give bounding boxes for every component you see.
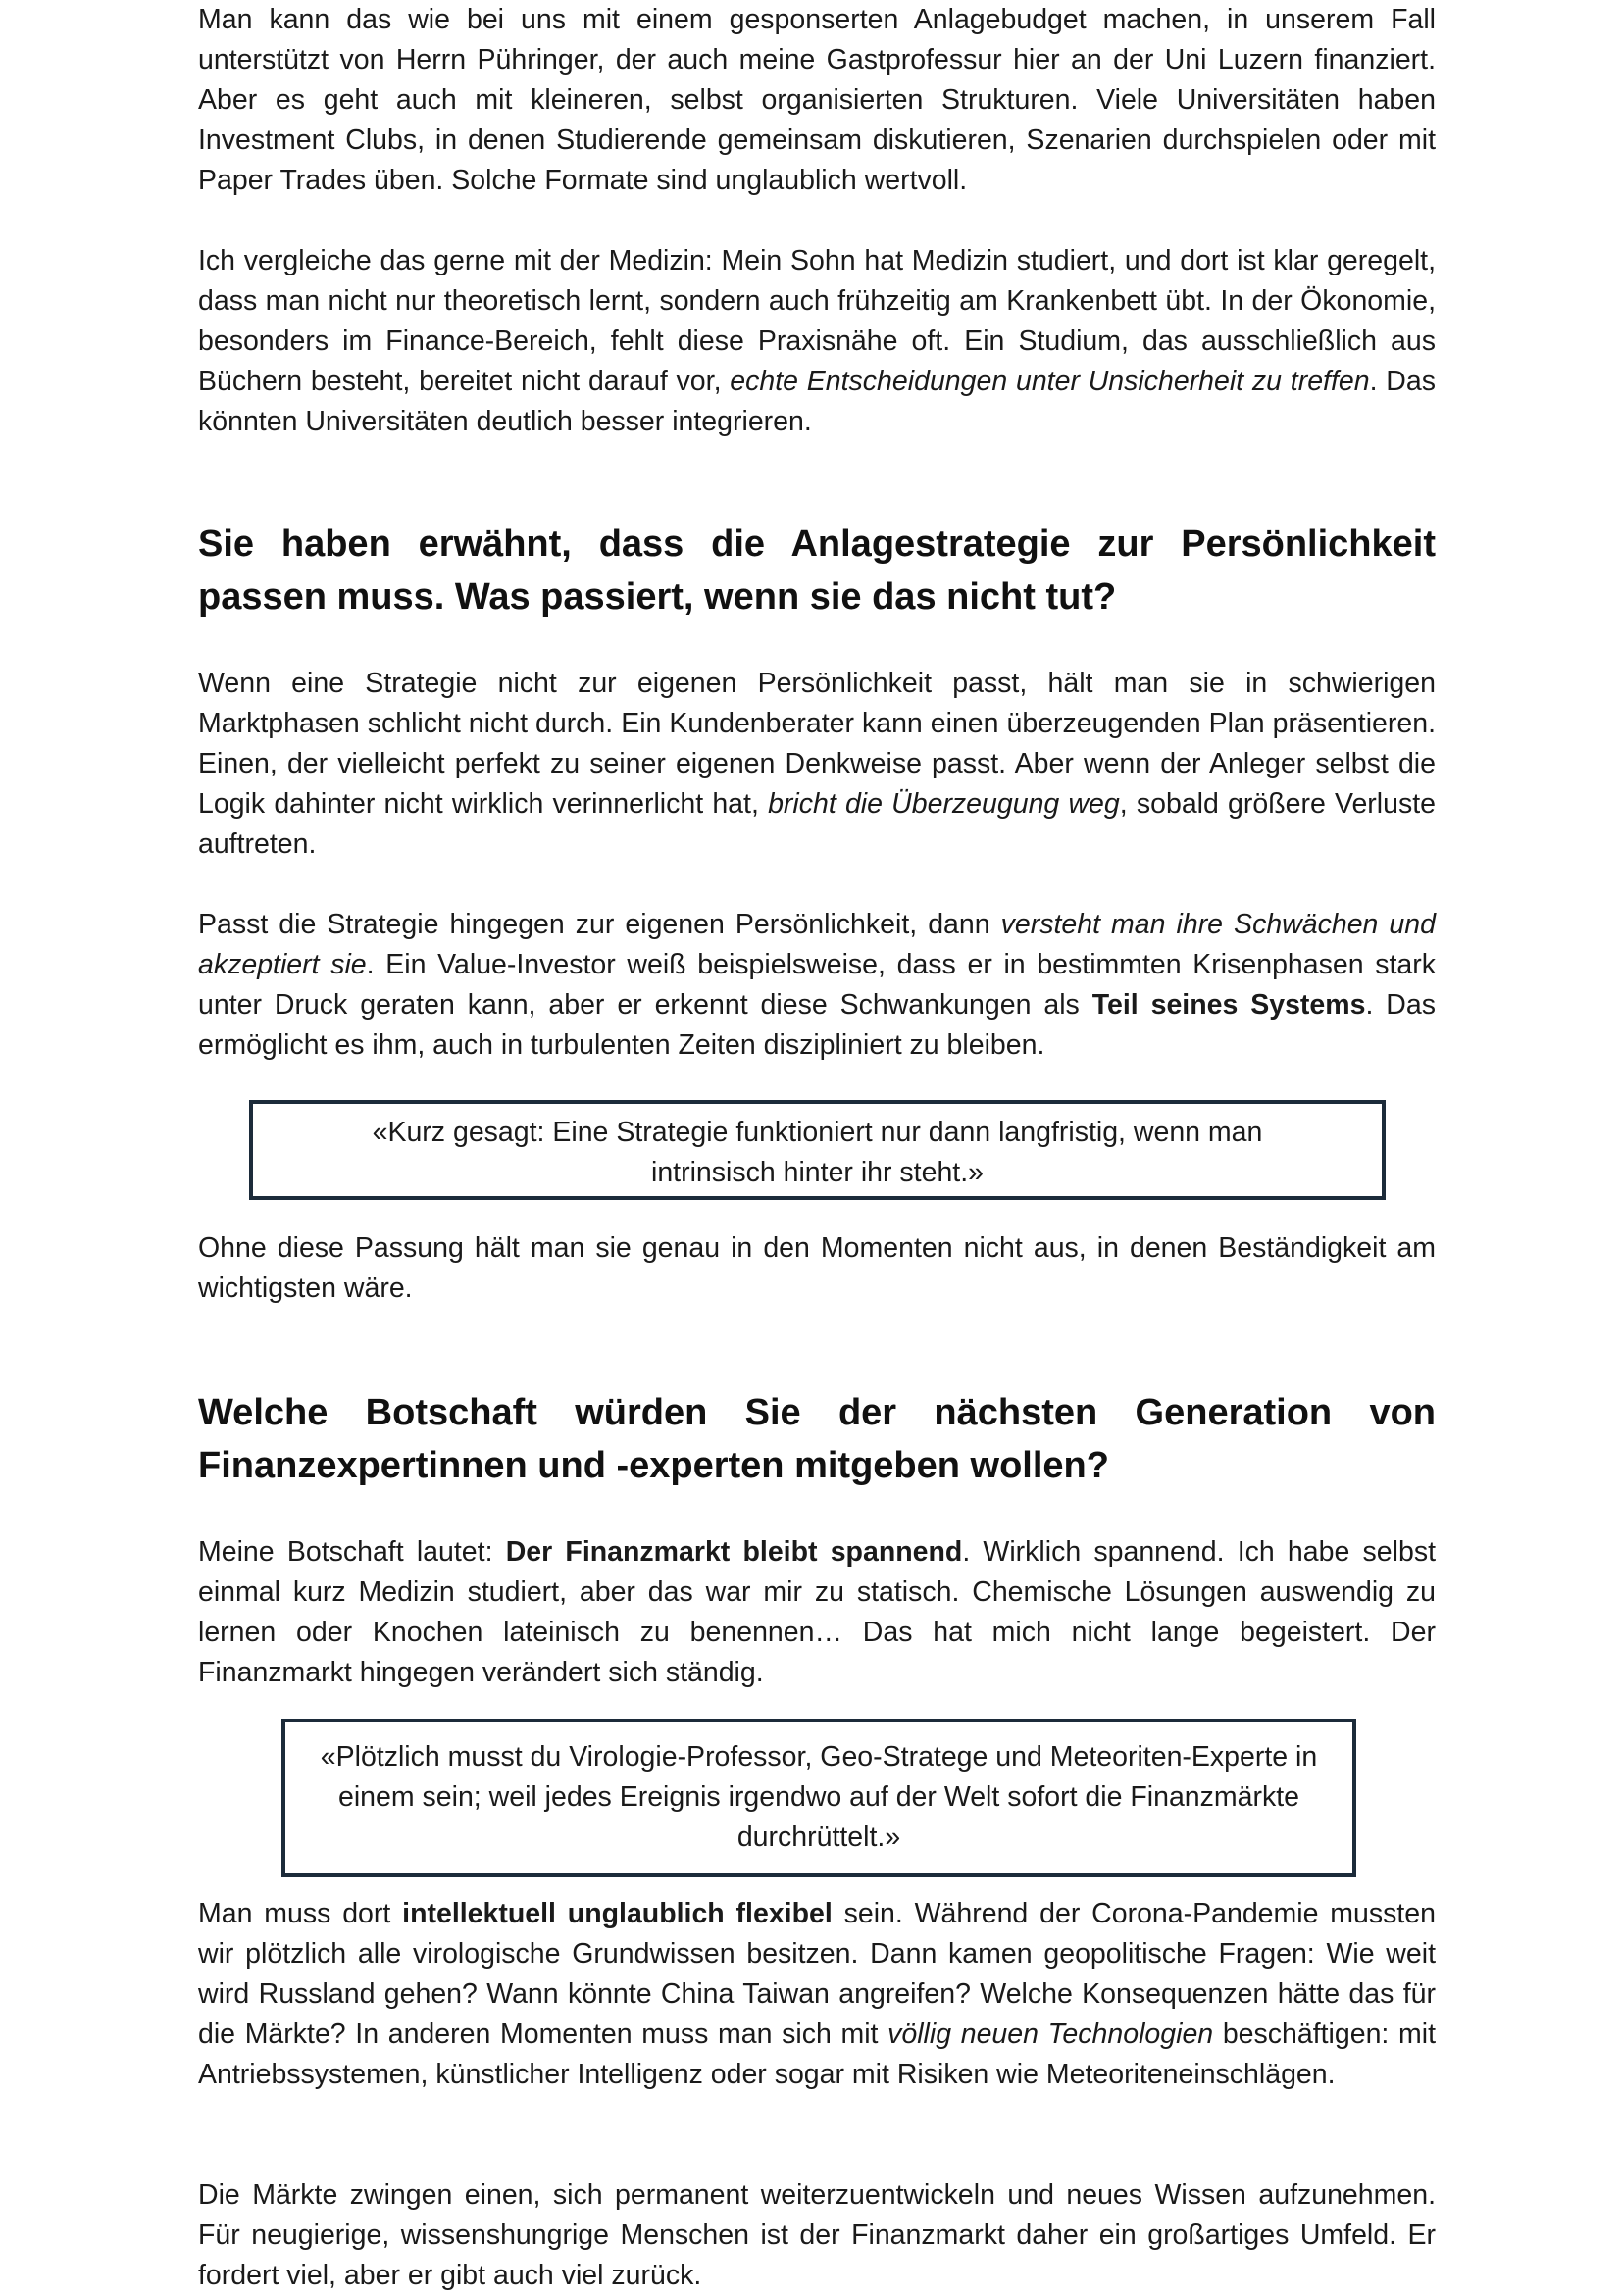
paragraph-markets-evolve: [198, 2175, 1436, 2296]
quote-text: «Plötzlich musst du Virologie-Professor, Geo-Stratege und Meteoriten-Experte in einem sein; weil jedes Ereignis irgendwo auf der Welt sofort die Finanzmärkte durchrüttelt.»: [320, 1741, 1318, 1853]
paragraph-text: Passt die Strategie hingegen zur eigenen Persönlichkeit, dann: [198, 909, 1001, 940]
paragraph-text: beschäftigen: mit Antriebssystemen, künstlicher Intelligenz oder sogar mit Risiken wie Meteoriteneinschlägen.: [198, 2019, 1437, 2090]
pull-quote-flexibility: [281, 1719, 1356, 1877]
paragraph-strategy-fit: [198, 905, 1436, 1066]
paragraph-text: Meine Botschaft lautet:: [198, 1536, 506, 1568]
paragraph-text: . Das ermöglicht es ihm, auch in turbulenten Zeiten diszipliniert zu bleiben.: [198, 989, 1436, 1061]
paragraph-text: . Das könnten Universitäten deutlich besser integrieren.: [198, 366, 1436, 437]
section-heading-personality: Sie haben erwähnt, dass die Anlagestrategie zur Persönlichkeit passen muss. Was passiert, wenn sie das nicht tut?: [198, 524, 1436, 618]
paragraph-strategy-mismatch: [198, 664, 1436, 865]
emphasis-text: echte Entscheidungen unter Unsicherheit zu treffen: [730, 366, 1370, 397]
bold-text: Teil seines Systems: [1091, 989, 1366, 1021]
paragraph-text: Wenn eine Strategie nicht zur eigenen Persönlichkeit passt, hält man sie in schwierigen Marktphasen schlicht nicht durch. Ein Kundenberater kann einen überzeugenden Plan präsentieren. Einen, der vielleicht perfekt zu seiner eigenen Denkweise passt. Aber wenn der Anleger selbst die Logik dahinter nicht wirklich verinnerlicht hat,: [198, 668, 1436, 820]
paragraph-text: Man kann das wie bei uns mit einem gesponserten Anlagebudget machen, in unserem Fall unterstützt von Herrn Pühringer, der auch meine Gastprofessur hier an der Uni Luzern finanziert. Aber es geht auch mit kleineren, selbst organisierten Strukturen. Viele Universitäten haben Investment Clubs, in denen Studierende gemeinsam diskutieren, Szenarien durchspielen oder mit Paper Trades üben. Solche Formate sind unglaublich wertvoll.: [198, 4, 1436, 196]
paragraph-text: . Wirklich spannend. Ich habe selbst einmal kurz Medizin studiert, aber das war mir zu statisch. Chemische Lösungen auswendig zu lernen oder Knochen lateinisch zu benennen… Das hat mich nicht lange begeistert. Der Finanzmarkt hingegen verändert sich ständig.: [198, 1536, 1436, 1688]
paragraph-text: Die Märkte zwingen einen, sich permanent weiterzuentwickeln und neues Wissen aufzunehmen. Für neugierige, wissenshungrige Menschen ist der Finanzmarkt daher ein großartiges Umfeld. Er fordert viel, aber er gibt auch viel zurück.: [198, 2179, 1436, 2291]
emphasis-text: bricht die Überzeugung weg: [768, 788, 1120, 820]
paragraph-text: , sobald größere Verluste auftreten.: [198, 788, 1437, 860]
paragraph-text: . Ein Value-Investor weiß beispielsweise, dass er in bestimmten Krisenphasen stark unter Druck geraten kann, aber er erkennt diese Schwankungen als: [198, 949, 1437, 1021]
paragraph-consistency: [198, 1228, 1436, 1309]
bold-text: Der Finanzmarkt bleibt spannend: [505, 1536, 963, 1568]
paragraph-investment-clubs: [198, 0, 1436, 201]
paragraph-text: Man muss dort: [198, 1898, 403, 1929]
paragraph-medicine-comparison: [198, 241, 1436, 442]
paragraph-intellectual-flexibility: [198, 1894, 1436, 2095]
paragraph-text: Ich vergleiche das gerne mit der Medizin: Mein Sohn hat Medizin studiert, und dort ist klar geregelt, dass man nicht nur theoretisch lernt, sondern auch frühzeitig am Krankenbett übt. In der Ökonomie, besonders im Finance-Bereich, fehlt diese Praxisnähe oft. Ein Studium, das ausschließlich aus Büchern besteht, bereitet nicht darauf vor,: [198, 245, 1436, 397]
paragraph-text: Ohne diese Passung hält man sie genau in den Momenten nicht aus, in denen Beständigkeit am wichtigsten wäre.: [198, 1232, 1436, 1304]
section-heading-next-generation: Welche Botschaft würden Sie der nächsten Generation von Finanzexpertinnen und -experten mitgeben wollen?: [198, 1392, 1436, 1486]
paragraph-text: sein. Während der Corona-Pandemie mussten wir plötzlich alle virologische Grundwissen besitzen. Dann kamen geopolitische Fragen: Wie weit wird Russland gehen? Wann könnte China Taiwan angreifen? Welche Konsequenzen hätte das für die Märkte? In anderen Momenten muss man sich mit: [198, 1898, 1437, 2050]
quote-text: «Kurz gesagt: Eine Strategie funktioniert nur dann langfristig, wenn man intrinsisch hinter ihr steht.»: [372, 1117, 1263, 1188]
emphasis-text: versteht man ihre Schwächen und akzeptiert sie: [198, 909, 1436, 980]
pull-quote-strategy: [249, 1100, 1386, 1200]
emphasis-text: völlig neuen Technologien: [887, 2019, 1214, 2050]
paragraph-message: [198, 1532, 1436, 1693]
bold-text: intellektuell unglaublich flexibel: [402, 1898, 833, 1929]
